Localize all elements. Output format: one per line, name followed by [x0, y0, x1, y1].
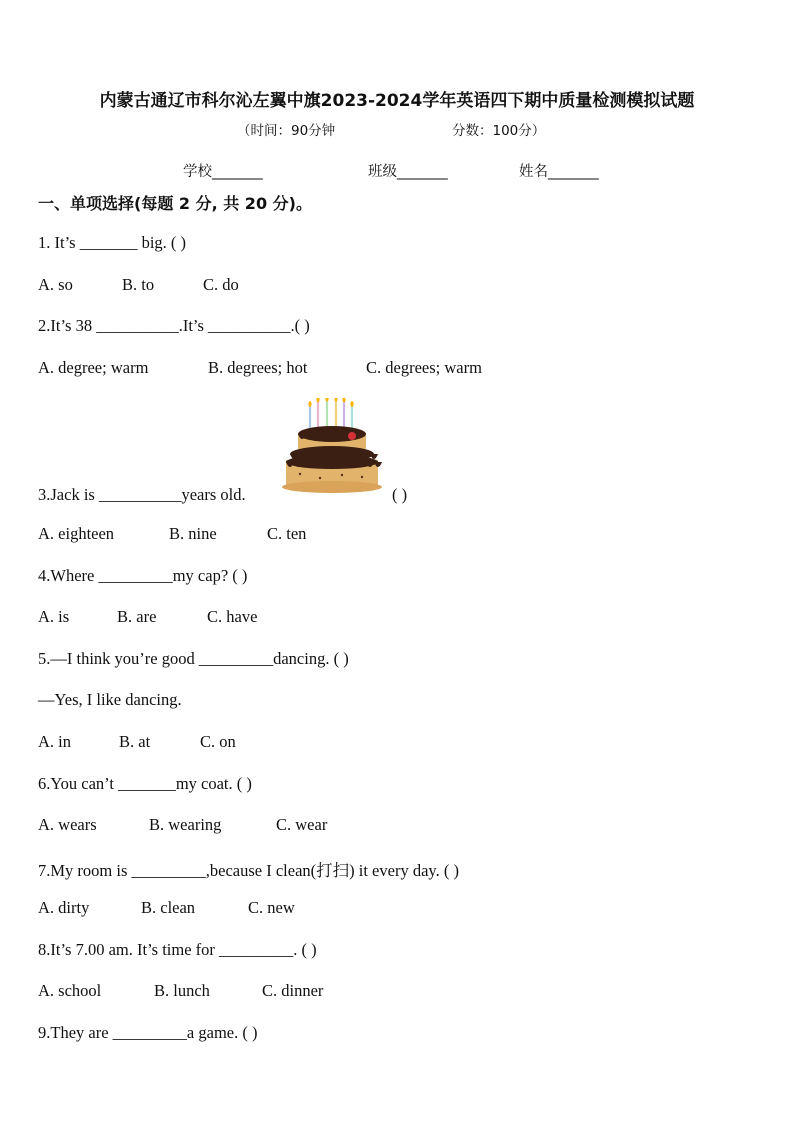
- exam-score: 分数：100分）: [452, 123, 546, 139]
- question-2-options: [38, 358, 482, 378]
- option-c: C. dinner: [262, 981, 324, 1000]
- option-a: A. eighteen: [38, 524, 115, 543]
- question-1: 1. It’s _______ big. ( ): [38, 233, 187, 252]
- question-3-text: 3.Jack is __________years old.: [38, 485, 246, 504]
- birthday-cake-icon: [280, 398, 384, 494]
- option-b: B. clean: [141, 898, 196, 917]
- option-a: A. school: [38, 981, 102, 1000]
- question-7-options: [38, 898, 295, 918]
- option-b: B. wearing: [149, 815, 222, 834]
- option-b: B. nine: [169, 524, 217, 543]
- option-a: A. dirty: [38, 898, 90, 917]
- question-6-options: [38, 815, 327, 835]
- class-field: 班级_______: [368, 164, 448, 180]
- section-title: 一、单项选择(每题 2 分, 共 20 分)。: [38, 194, 312, 213]
- option-c: C. on: [200, 732, 236, 751]
- option-a: A. so: [38, 275, 73, 294]
- question-8-options: [38, 981, 323, 1001]
- page-title: 内蒙古通辽市科尔沁左翼中旗2023-2024学年英语四下期中质量检测模拟试题: [99, 91, 695, 111]
- question-4-options: [38, 607, 257, 627]
- option-a: A. in: [38, 732, 71, 751]
- question-9: 9.They are _________a game. ( ): [38, 1023, 258, 1042]
- question-3: [38, 485, 246, 505]
- option-a: A. is: [38, 607, 70, 626]
- option-c: C. wear: [276, 815, 328, 834]
- option-c: C. ten: [267, 524, 307, 543]
- option-c: C. degrees; warm: [366, 358, 482, 377]
- option-b: B. to: [122, 275, 155, 294]
- option-b: B. lunch: [154, 981, 210, 1000]
- question-4: 4.Where _________my cap? ( ): [38, 566, 248, 585]
- option-a: A. wears: [38, 815, 97, 834]
- option-a: A. degree; warm: [38, 358, 149, 377]
- option-b: B. at: [119, 732, 151, 751]
- option-c: C. have: [207, 607, 258, 626]
- option-c: C. do: [203, 275, 239, 294]
- question-5-options: [38, 732, 236, 752]
- question-3-options: [38, 524, 306, 544]
- question-5: 5.—I think you’re good _________dancing. ( ): [38, 649, 349, 668]
- exam-time: （时间：90分钟: [237, 123, 336, 139]
- option-c: C. new: [248, 898, 295, 917]
- question-7: 7.My room is _________,because I clean(打扫) it every day. ( ): [38, 861, 459, 880]
- question-2: 2.It’s 38 __________.It’s __________.( ): [38, 316, 310, 335]
- question-6: 6.You can’t _______my coat. ( ): [38, 774, 252, 793]
- option-b: B. degrees; hot: [208, 358, 308, 377]
- question-3-answer-paren: ( ): [392, 485, 408, 504]
- question-1-options: [38, 275, 239, 295]
- question-8: 8.It’s 7.00 am. It’s time for _________. ( ): [38, 940, 317, 959]
- name-field: 姓名_______: [519, 164, 599, 180]
- question-5-reply: —Yes, I like dancing.: [38, 690, 182, 709]
- option-b: B. are: [117, 607, 157, 626]
- school-field: 学校_______: [183, 164, 263, 180]
